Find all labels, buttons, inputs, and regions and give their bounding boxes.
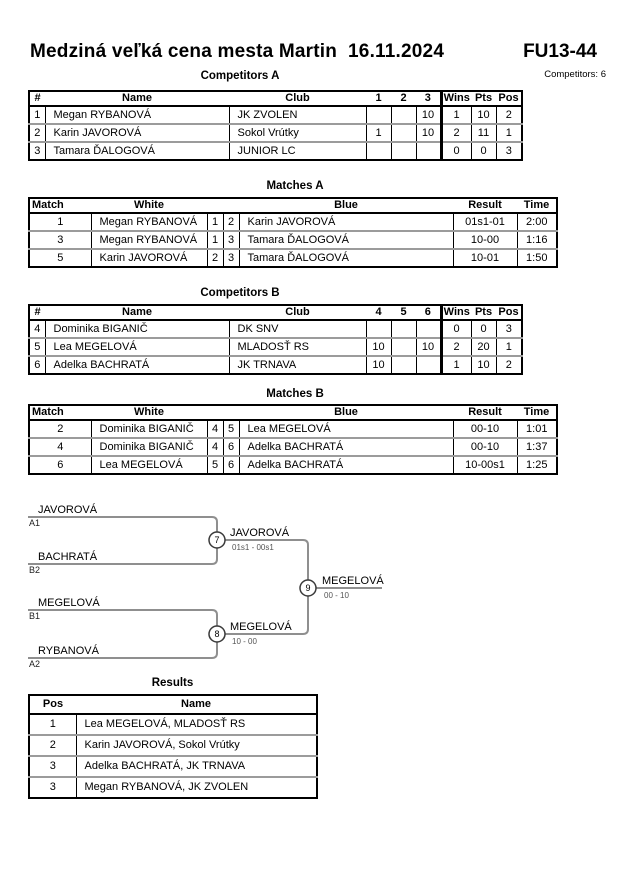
cell-club: DK SNV [229, 320, 366, 338]
table-header-row [29, 405, 557, 420]
cell-name: Megan RYBANOVÁ, JK ZVOLEN [76, 777, 317, 798]
section-heading-results: Results [151, 677, 194, 689]
sf2-top-seed: B1 [29, 611, 41, 621]
sf1-score: 01s1 - 00s1 [232, 543, 274, 552]
cell-wins: 0 [441, 320, 471, 338]
cell-white-name: Dominika BIGANIČ [91, 438, 207, 456]
cell-round-4: 10 [366, 356, 391, 374]
table-header [29, 305, 522, 320]
col-round6-header: 6 [416, 305, 441, 320]
sf1-top-name: JAVOROVÁ [38, 504, 98, 516]
cell-result: 10-00s1 [453, 456, 517, 474]
cell-club: JUNIOR LC [229, 142, 366, 160]
cell-pts: 0 [471, 320, 496, 338]
cell-pts: 20 [471, 338, 496, 356]
cell-time: 1:16 [517, 231, 557, 249]
col-num-header: # [29, 91, 45, 106]
cell-name: Karin JAVOROVÁ [45, 124, 229, 142]
col-time-header: Time [517, 405, 557, 420]
cell-round-2 [391, 142, 416, 160]
cell-club: MLADOSŤ RS [229, 338, 366, 356]
cell-name: Lea MEGELOVÁ, MLADOSŤ RS [76, 714, 317, 735]
cell-match-no: 4 [29, 438, 91, 456]
cell-round-4 [366, 320, 391, 338]
matches-a-table [28, 197, 558, 268]
cell-round-5 [391, 320, 416, 338]
bracket-line [28, 610, 217, 626]
cell-pos: 1 [496, 124, 522, 142]
table-header [29, 405, 557, 420]
col-club-header: Club [229, 305, 366, 320]
table-header-row [29, 305, 522, 320]
cell-pos: 3 [496, 320, 522, 338]
cell-pts: 11 [471, 124, 496, 142]
table-row [29, 735, 317, 756]
table-row [29, 231, 557, 249]
cell-club: JK ZVOLEN [229, 106, 366, 124]
cell-blue-num: 5 [223, 420, 239, 438]
cell-name: Karin JAVOROVÁ, Sokol Vrútky [76, 735, 317, 756]
col-white-num-header [207, 405, 223, 420]
table-row [29, 142, 522, 160]
table-row [29, 714, 317, 735]
table-row [29, 106, 522, 124]
sf2-bottom-name: RYBANOVÁ [38, 645, 99, 657]
cell-pts: 10 [471, 106, 496, 124]
sf1-top-seed: A1 [29, 518, 41, 528]
cell-wins: 1 [441, 356, 471, 374]
col-wins-header: Wins [441, 305, 471, 320]
cell-blue-name: Tamara ĎALOGOVÁ [239, 231, 453, 249]
col-round3-header: 3 [416, 91, 441, 106]
col-round1-header: 1 [366, 91, 391, 106]
cell-name: Lea MEGELOVÁ [45, 338, 229, 356]
table-row [29, 356, 522, 374]
cell-white-num: 1 [207, 213, 223, 231]
section-heading-matches-a: Matches A [266, 180, 324, 192]
cell-pos: 2 [496, 106, 522, 124]
cell-white-name: Megan RYBANOVÁ [91, 213, 207, 231]
table-row [29, 213, 557, 231]
cell-wins: 2 [441, 338, 471, 356]
table-row [29, 420, 557, 438]
sf1-bottom-name: BACHRATÁ [38, 551, 98, 563]
cell-blue-num: 6 [223, 438, 239, 456]
cell-club: JK TRNAVA [229, 356, 366, 374]
cell-pos: 1 [496, 338, 522, 356]
table-header-row [29, 695, 317, 714]
col-num-header: # [29, 305, 45, 320]
cell-round-2 [391, 106, 416, 124]
cell-result: 10-00 [453, 231, 517, 249]
col-result-header: Result [453, 405, 517, 420]
final-winner-name: MEGELOVÁ [322, 575, 384, 587]
cell-round-4: 10 [366, 338, 391, 356]
cell-name: Adelka BACHRATÁ [45, 356, 229, 374]
match-9-number: 9 [305, 583, 311, 593]
cell-match-no: 6 [29, 456, 91, 474]
match-8-number: 8 [214, 629, 220, 639]
cell-time: 2:00 [517, 213, 557, 231]
col-blue-header: Blue [239, 198, 453, 213]
cell-wins: 2 [441, 124, 471, 142]
cell-pos: 2 [29, 735, 76, 756]
cell-white-num: 4 [207, 438, 223, 456]
section-heading-matches-b: Matches B [266, 388, 324, 400]
col-time-header: Time [517, 198, 557, 213]
cell-time: 1:37 [517, 438, 557, 456]
cell-result: 01s1-01 [453, 213, 517, 231]
cell-blue-num: 6 [223, 456, 239, 474]
cell-white-name: Dominika BIGANIČ [91, 420, 207, 438]
table-header [29, 198, 557, 213]
cell-wins: 0 [441, 142, 471, 160]
cell-match-no: 2 [57, 422, 64, 435]
cell-round-3 [416, 142, 441, 160]
category-code: FU13-44 [523, 41, 597, 62]
table-row [29, 338, 522, 356]
cell-pts: 10 [471, 356, 496, 374]
cell-result: 10-01 [453, 249, 517, 267]
tournament-title: Medziná veľká cena mesta Martin 16.11.2024 [30, 41, 445, 62]
table-row [29, 456, 557, 474]
cell-pos: 1 [49, 718, 56, 730]
col-name-header: Name [76, 695, 317, 714]
cell-wins: 1 [441, 106, 471, 124]
cell-round-5 [391, 338, 416, 356]
cell-name: Megan RYBANOVÁ [45, 106, 229, 124]
cell-white-num: 1 [207, 231, 223, 249]
knockout-bracket [0, 490, 630, 680]
col-blue-num-header [223, 198, 239, 213]
cell-num: 1 [34, 108, 41, 121]
cell-num: 5 [29, 338, 45, 356]
cell-num: 6 [29, 356, 45, 374]
cell-pos: 3 [29, 756, 76, 777]
cell-num: 2 [29, 124, 45, 142]
bracket-line [28, 517, 217, 532]
cell-round-6 [416, 356, 441, 374]
cell-blue-name: Tamara ĎALOGOVÁ [239, 249, 453, 267]
cell-blue-name: Lea MEGELOVÁ [239, 420, 453, 438]
final-score: 00 - 10 [324, 591, 349, 600]
cell-name: Tamara ĎALOGOVÁ [45, 142, 229, 160]
competitors-count: Competitors: 6 [544, 69, 606, 80]
competitors-a-table [28, 90, 523, 161]
section-heading-competitors-a: Competitors A [200, 70, 280, 82]
col-pos-header: Pos [496, 305, 522, 320]
cell-white-name: Karin JAVOROVÁ [91, 249, 207, 267]
sf1-bottom-seed: B2 [29, 565, 41, 575]
cell-result: 00-10 [453, 438, 517, 456]
cell-pos: 3 [29, 777, 76, 798]
cell-round-3: 10 [416, 106, 441, 124]
cell-pos: 3 [496, 142, 522, 160]
table-row [29, 320, 522, 338]
table-row [29, 756, 317, 777]
cell-name: Dominika BIGANIČ [45, 320, 229, 338]
matches-b-table [28, 404, 558, 475]
table-row [29, 438, 557, 456]
col-pos-header: Pos [496, 91, 522, 106]
col-match-header: Match [29, 405, 91, 420]
table-row [29, 124, 522, 142]
cell-blue-name: Karin JAVOROVÁ [239, 213, 453, 231]
col-white-header: White [91, 405, 207, 420]
cell-blue-name: Adelka BACHRATÁ [239, 456, 453, 474]
cell-pts: 0 [471, 142, 496, 160]
col-name-header: Name [45, 305, 229, 320]
cell-blue-name: Adelka BACHRATÁ [239, 438, 453, 456]
cell-round-1 [366, 142, 391, 160]
col-name-header: Name [45, 91, 229, 106]
col-round2-header: 2 [391, 91, 416, 106]
col-result-header: Result [453, 198, 517, 213]
table-header-row [29, 198, 557, 213]
sf1-winner-name: JAVOROVÁ [230, 527, 290, 539]
table-header-row [29, 91, 522, 106]
col-blue-num-header [223, 405, 239, 420]
cell-blue-num: 3 [223, 249, 239, 267]
cell-round-1: 1 [366, 124, 391, 142]
table-header [29, 91, 522, 106]
cell-time: 1:25 [517, 456, 557, 474]
sf2-bottom-seed: A2 [29, 659, 41, 669]
col-white-header: White [91, 198, 207, 213]
sf2-top-name: MEGELOVÁ [38, 597, 100, 609]
cell-num: 3 [29, 142, 45, 160]
cell-blue-num: 2 [223, 213, 239, 231]
cell-round-3: 10 [416, 124, 441, 142]
competitors-b-table [28, 304, 523, 375]
cell-club: Sokol Vrútky [229, 124, 366, 142]
col-round4-header: 4 [366, 305, 391, 320]
cell-time: 1:01 [517, 420, 557, 438]
col-white-num-header [207, 198, 223, 213]
col-pts-header: Pts [471, 305, 496, 320]
col-round5-header: 5 [391, 305, 416, 320]
cell-white-name: Lea MEGELOVÁ [91, 456, 207, 474]
cell-white-num: 5 [207, 456, 223, 474]
cell-round-5 [391, 356, 416, 374]
cell-time: 1:50 [517, 249, 557, 267]
section-heading-competitors-b: Competitors B [200, 287, 280, 299]
cell-round-2 [391, 124, 416, 142]
cell-white-name: Megan RYBANOVÁ [91, 231, 207, 249]
cell-blue-num: 3 [223, 231, 239, 249]
results-table [28, 694, 318, 799]
table-row [29, 249, 557, 267]
sf2-winner-name: MEGELOVÁ [230, 621, 292, 633]
table-row [29, 777, 317, 798]
cell-round-6 [416, 320, 441, 338]
table-header [29, 695, 317, 714]
col-wins-header: Wins [441, 91, 471, 106]
cell-result: 00-10 [453, 420, 517, 438]
col-pos-header: Pos [29, 695, 76, 714]
cell-round-6: 10 [416, 338, 441, 356]
cell-round-1 [366, 106, 391, 124]
match-7-number: 7 [214, 535, 220, 545]
cell-match-no: 3 [29, 231, 91, 249]
cell-name: Adelka BACHRATÁ, JK TRNAVA [76, 756, 317, 777]
col-match-header: Match [29, 198, 91, 213]
cell-white-num: 2 [207, 249, 223, 267]
cell-white-num: 4 [207, 420, 223, 438]
cell-num: 4 [34, 322, 41, 335]
cell-match-no: 1 [57, 215, 64, 228]
col-blue-header: Blue [239, 405, 453, 420]
cell-match-no: 5 [29, 249, 91, 267]
sf2-score: 10 - 00 [232, 637, 257, 646]
cell-pos: 2 [496, 356, 522, 374]
col-club-header: Club [229, 91, 366, 106]
col-pts-header: Pts [471, 91, 496, 106]
